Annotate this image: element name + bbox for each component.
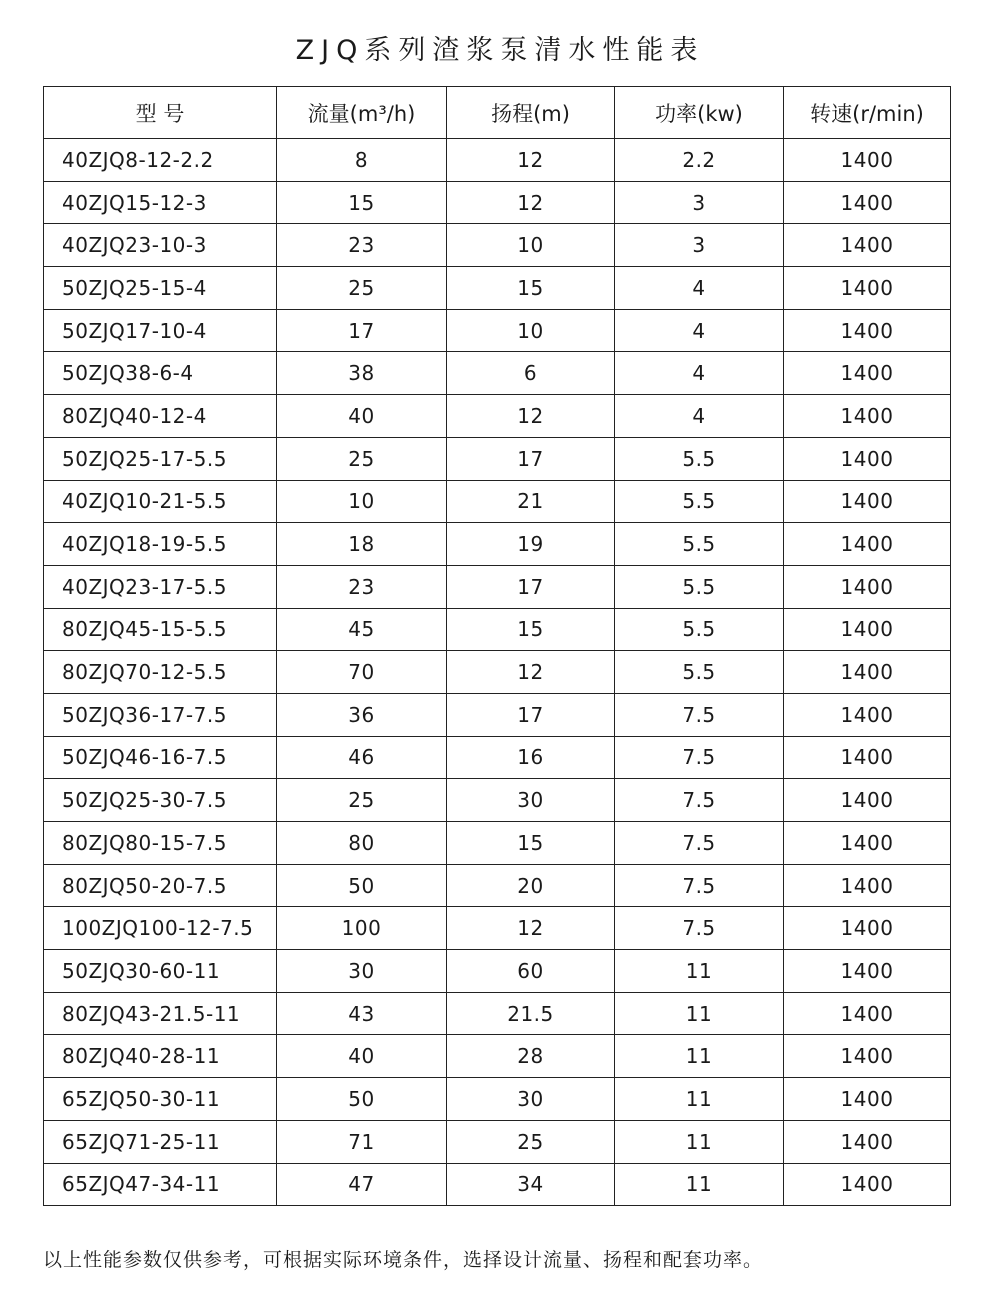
cell-power: 7.5 [615,864,784,907]
table-row [44,1078,951,1121]
cell-flow: 40 [277,1035,447,1078]
cell-speed: 1400 [784,950,951,993]
page-title: ZJQ系列渣浆泵清水性能表 [295,35,705,66]
cell-flow: 70 [277,651,447,694]
performance-table [43,86,951,1206]
cell-speed: 1400 [784,523,951,566]
cell-flow: 38 [277,352,447,395]
cell-model: 65ZJQ71-25-11 [44,1120,277,1163]
cell-head: 16 [447,736,615,779]
table-header-row [44,87,951,139]
table-row [44,907,951,950]
cell-head: 15 [447,608,615,651]
cell-model: 50ZJQ25-15-4 [44,267,277,310]
cell-model: 80ZJQ80-15-7.5 [44,822,277,865]
cell-power: 7.5 [615,736,784,779]
cell-power: 7.5 [615,693,784,736]
table-row [44,267,951,310]
cell-speed: 1400 [784,1078,951,1121]
table-row [44,822,951,865]
cell-head: 15 [447,822,615,865]
cell-model: 65ZJQ47-34-11 [44,1163,277,1206]
cell-speed: 1400 [784,1035,951,1078]
cell-head: 10 [447,309,615,352]
cell-speed: 1400 [784,779,951,822]
footnote: 以上性能参数仅供参考，可根据实际环境条件，选择设计流量、扬程和配套功率。 [43,1249,764,1271]
table-row [44,352,951,395]
cell-flow: 50 [277,1078,447,1121]
header-model: 型 号 [44,87,277,139]
cell-power: 7.5 [615,779,784,822]
cell-head: 17 [447,437,615,480]
table-row [44,779,951,822]
cell-flow: 10 [277,480,447,523]
cell-flow: 25 [277,437,447,480]
cell-flow: 45 [277,608,447,651]
table-row [44,224,951,267]
cell-head: 30 [447,779,615,822]
header-head: 扬程(m) [447,87,615,139]
cell-flow: 18 [277,523,447,566]
cell-model: 100ZJQ100-12-7.5 [44,907,277,950]
cell-power: 11 [615,1120,784,1163]
cell-head: 17 [447,693,615,736]
cell-flow: 40 [277,395,447,438]
cell-speed: 1400 [784,395,951,438]
table-row [44,181,951,224]
cell-power: 11 [615,1035,784,1078]
cell-speed: 1400 [784,565,951,608]
cell-speed: 1400 [784,1120,951,1163]
table-row [44,1035,951,1078]
cell-power: 11 [615,1078,784,1121]
cell-head: 60 [447,950,615,993]
table-row [44,950,951,993]
cell-model: 80ZJQ70-12-5.5 [44,651,277,694]
cell-flow: 36 [277,693,447,736]
cell-power: 3 [615,224,784,267]
cell-speed: 1400 [784,864,951,907]
header-speed: 转速(r/min) [784,87,951,139]
cell-head: 10 [447,224,615,267]
table-row [44,437,951,480]
cell-model: 40ZJQ10-21-5.5 [44,480,277,523]
cell-speed: 1400 [784,437,951,480]
cell-speed: 1400 [784,992,951,1035]
cell-flow: 47 [277,1163,447,1206]
cell-model: 80ZJQ45-15-5.5 [44,608,277,651]
table-row [44,1163,951,1206]
cell-flow: 23 [277,224,447,267]
cell-head: 25 [447,1120,615,1163]
cell-power: 5.5 [615,480,784,523]
cell-power: 5.5 [615,608,784,651]
cell-flow: 17 [277,309,447,352]
cell-speed: 1400 [784,651,951,694]
cell-head: 19 [447,523,615,566]
cell-power: 4 [615,395,784,438]
table-row [44,608,951,651]
cell-power: 11 [615,1163,784,1206]
cell-speed: 1400 [784,693,951,736]
cell-model: 80ZJQ43-21.5-11 [44,992,277,1035]
cell-flow: 71 [277,1120,447,1163]
cell-model: 50ZJQ46-16-7.5 [44,736,277,779]
cell-power: 5.5 [615,523,784,566]
cell-speed: 1400 [784,480,951,523]
cell-head: 12 [447,395,615,438]
cell-flow: 50 [277,864,447,907]
cell-model: 40ZJQ23-10-3 [44,224,277,267]
header-flow: 流量(m³/h) [277,87,447,139]
table-row [44,693,951,736]
cell-head: 20 [447,864,615,907]
table-row [44,651,951,694]
cell-power: 11 [615,950,784,993]
cell-speed: 1400 [784,224,951,267]
cell-flow: 43 [277,992,447,1035]
cell-model: 50ZJQ36-17-7.5 [44,693,277,736]
cell-power: 4 [615,267,784,310]
cell-speed: 1400 [784,907,951,950]
cell-model: 40ZJQ8-12-2.2 [44,139,277,182]
table-row [44,395,951,438]
cell-power: 11 [615,992,784,1035]
cell-flow: 25 [277,267,447,310]
cell-flow: 80 [277,822,447,865]
cell-head: 12 [447,181,615,224]
cell-speed: 1400 [784,608,951,651]
cell-power: 7.5 [615,822,784,865]
cell-head: 34 [447,1163,615,1206]
cell-head: 30 [447,1078,615,1121]
table-row [44,565,951,608]
cell-power: 4 [615,352,784,395]
cell-head: 21 [447,480,615,523]
cell-model: 50ZJQ30-60-11 [44,950,277,993]
cell-model: 80ZJQ40-12-4 [44,395,277,438]
cell-head: 6 [447,352,615,395]
cell-speed: 1400 [784,267,951,310]
cell-speed: 1400 [784,309,951,352]
cell-flow: 15 [277,181,447,224]
cell-power: 2.2 [615,139,784,182]
cell-speed: 1400 [784,139,951,182]
cell-speed: 1400 [784,1163,951,1206]
cell-model: 40ZJQ18-19-5.5 [44,523,277,566]
cell-power: 3 [615,181,784,224]
cell-power: 7.5 [615,907,784,950]
cell-flow: 23 [277,565,447,608]
cell-speed: 1400 [784,352,951,395]
cell-head: 12 [447,651,615,694]
table-row [44,523,951,566]
header-power: 功率(kw) [615,87,784,139]
cell-head: 21.5 [447,992,615,1035]
cell-head: 17 [447,565,615,608]
cell-head: 12 [447,907,615,950]
cell-model: 40ZJQ15-12-3 [44,181,277,224]
cell-power: 5.5 [615,437,784,480]
table-row [44,736,951,779]
cell-power: 4 [615,309,784,352]
cell-power: 5.5 [615,565,784,608]
cell-speed: 1400 [784,736,951,779]
cell-flow: 25 [277,779,447,822]
cell-model: 50ZJQ25-30-7.5 [44,779,277,822]
cell-head: 12 [447,139,615,182]
cell-flow: 8 [277,139,447,182]
cell-flow: 100 [277,907,447,950]
cell-model: 40ZJQ23-17-5.5 [44,565,277,608]
table-row [44,480,951,523]
table-row [44,864,951,907]
cell-speed: 1400 [784,822,951,865]
table-row [44,309,951,352]
cell-flow: 30 [277,950,447,993]
table-row [44,992,951,1035]
table-row [44,1120,951,1163]
cell-model: 80ZJQ40-28-11 [44,1035,277,1078]
cell-model: 50ZJQ17-10-4 [44,309,277,352]
cell-flow: 46 [277,736,447,779]
cell-speed: 1400 [784,181,951,224]
cell-model: 80ZJQ50-20-7.5 [44,864,277,907]
cell-head: 15 [447,267,615,310]
cell-power: 5.5 [615,651,784,694]
table-row [44,139,951,182]
cell-model: 50ZJQ38-6-4 [44,352,277,395]
cell-model: 65ZJQ50-30-11 [44,1078,277,1121]
cell-model: 50ZJQ25-17-5.5 [44,437,277,480]
cell-head: 28 [447,1035,615,1078]
